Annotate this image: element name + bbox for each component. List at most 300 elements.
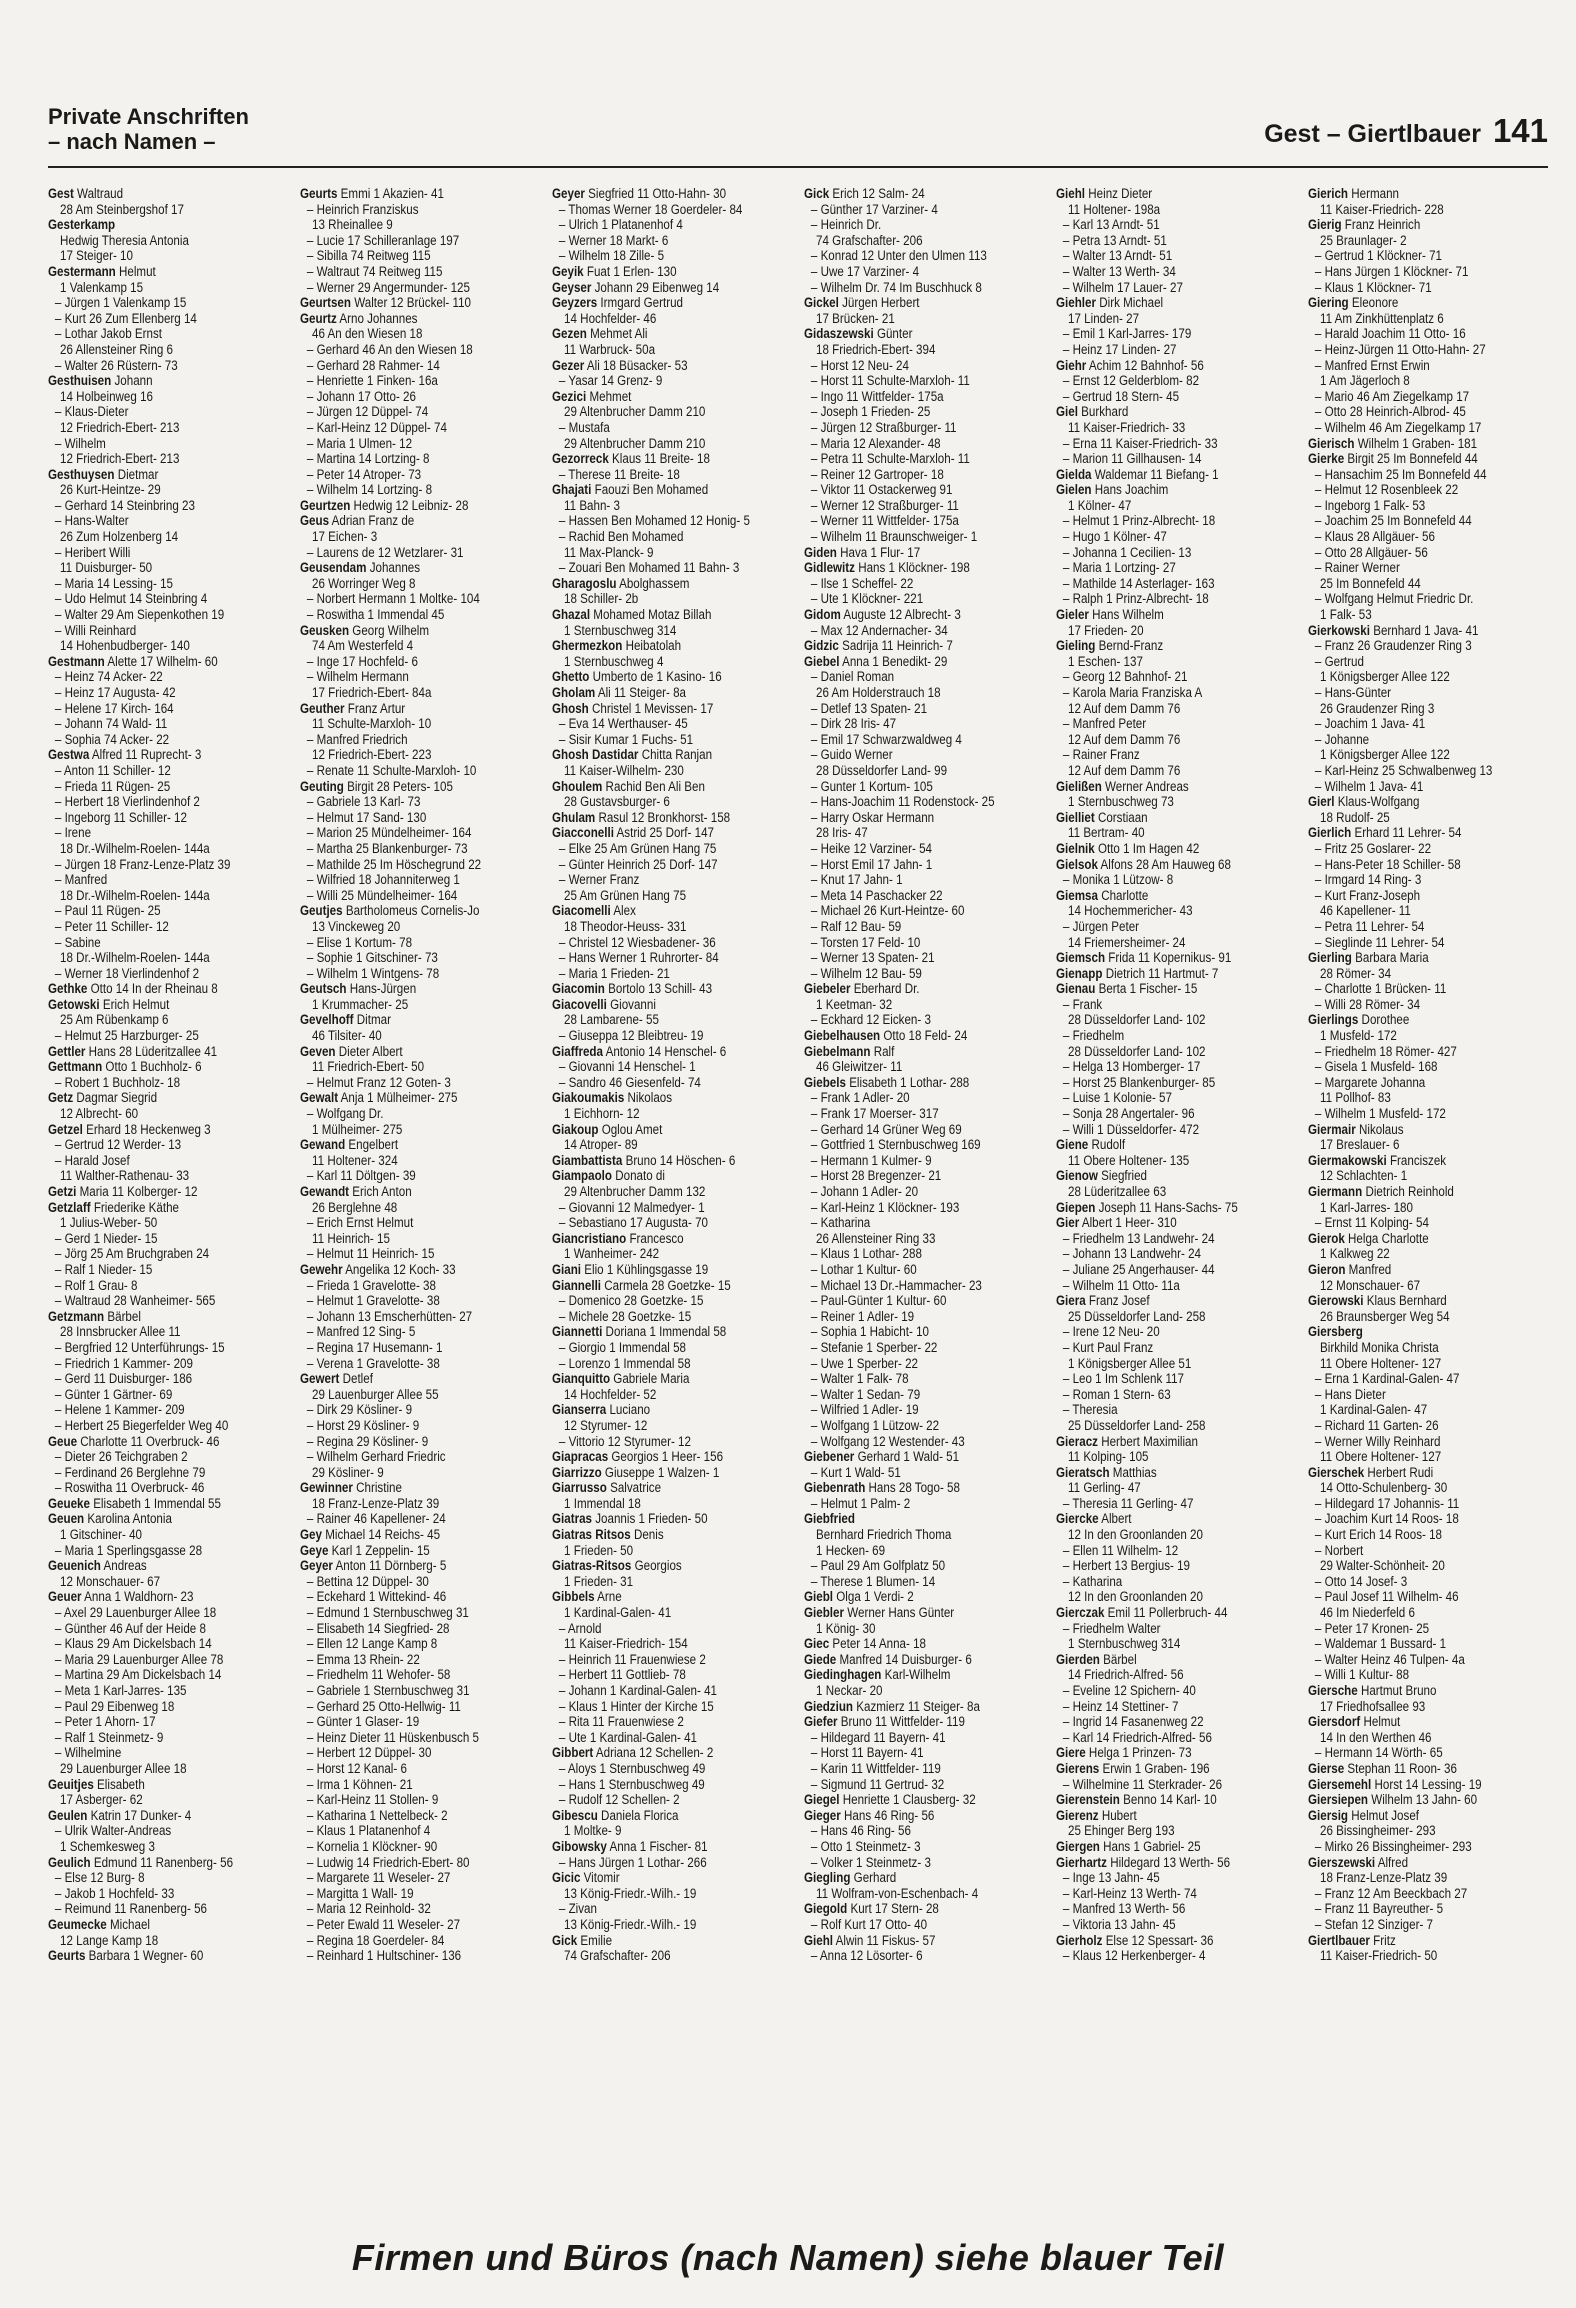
sub-entry: – Heinz Dieter 11 Hüskenbusch 5 (306, 1729, 479, 1745)
sub-entry: – Heinz 17 Augusta- 42 (54, 685, 176, 700)
sub-entry: – Rolf 1 Grau- 8 (54, 1277, 138, 1293)
entry-details: Umberto de 1 Kasino- 16 (592, 669, 722, 685)
sub-entry: – Klaus 1 Hinter der Kirche 15 (558, 1698, 714, 1714)
sub-entry: – Zivan (558, 1901, 597, 1917)
sub-entry: – Luise 1 Kolonie- 57 (1062, 1090, 1172, 1106)
entry-details: Werner Andreas (1105, 778, 1189, 794)
sub-entry: – Hans-Peter 18 Schiller- 58 (1314, 856, 1461, 872)
sub-entry: – Harald Joachim 11 Otto- 16 (1314, 326, 1466, 342)
sub-entry: – Martina 29 Am Dickelsbach 14 (54, 1667, 222, 1683)
entry-details: Achim 12 Bahnhof- 56 (1088, 357, 1204, 373)
sub-entry: – Kurt Franz-Joseph (1314, 887, 1421, 903)
address-line: 11 Am Zinkhüttenplatz 6 (1320, 310, 1444, 326)
entry-details: Karl 1 Zeppelin- 15 (331, 1542, 430, 1558)
surname: Gethke (48, 981, 88, 997)
entry-details: Hans 1 Gabriel- 25 (1103, 1838, 1201, 1854)
entry-details: Heibatolah (625, 638, 682, 654)
surname: Geyzers (552, 295, 598, 311)
entry-details: Emmi 1 Akazien- 41 (340, 186, 444, 201)
sub-entry: – Margitta 1 Wall- 19 (306, 1885, 414, 1901)
surname-entry (552, 1371, 757, 1387)
sub-entry: – Emil 1 Karl-Jarres- 179 (1062, 326, 1192, 342)
sub-entry: – Maria 29 Lauenburger Allee 78 (54, 1651, 224, 1667)
sub-entry: – Peter 17 Kronen- 25 (1314, 1620, 1430, 1636)
surname: Gewert (300, 1371, 340, 1387)
sub-entry: – Herbert 25 Biegerfelder Weg 40 (54, 1417, 229, 1433)
entry-details: Rudolf (1091, 1137, 1126, 1153)
sub-entry: – Sophia 1 Habicht- 10 (810, 1324, 929, 1340)
surname: Geyer (552, 186, 585, 201)
address-line: 12 Albrecht- 60 (60, 1106, 139, 1122)
entry-details: Olga 1 Verdi- 2 (836, 1589, 914, 1605)
sub-entry: – Waltraud 28 Wanheimer- 565 (54, 1293, 216, 1309)
sub-entry: – Frank (1062, 996, 1103, 1012)
sub-entry: – Giorgio 1 Immendal 58 (558, 1339, 687, 1355)
entry-details: Oglou Amet (601, 1121, 663, 1137)
surname: Gier (1056, 1215, 1080, 1231)
address-line: 28 Iris- 47 (816, 825, 868, 841)
entry-details: Erhard 11 Lehrer- 54 (1354, 825, 1462, 841)
sub-entry: – Elke 25 Am Grünen Hang 75 (558, 840, 717, 856)
surname: Gierkowski (1308, 622, 1370, 638)
sub-entry: – Gerhard 28 Rahmer- 14 (306, 357, 440, 373)
address-line: 18 Rudolf- 25 (1320, 809, 1390, 825)
sub-entry: – Maria 1 Ulmen- 12 (306, 435, 413, 451)
entry-details: Erhard 18 Heckenweg 3 (86, 1121, 211, 1137)
entry-details: Auguste 12 Albrecht- 3 (843, 607, 961, 623)
sub-entry: – Anton 11 Schiller- 12 (54, 762, 171, 778)
entry-details: Sadrija 11 Heinrich- 7 (842, 638, 953, 654)
entry-details: Bartholomeus Cornelis-Jo (345, 903, 480, 919)
sub-entry: – Hermann 1 Kulmer- 9 (810, 1152, 932, 1168)
sub-entry: – Horst 12 Neu- 24 (810, 357, 909, 373)
sub-entry: – Helene 1 Kammer- 209 (54, 1402, 185, 1418)
sub-entry: – Hans Dieter (1314, 1386, 1386, 1402)
sub-entry: – Walter 1 Falk- 78 (810, 1371, 909, 1387)
surname: Giermair (1308, 1121, 1356, 1137)
surname-entry (1308, 1153, 1513, 1169)
sub-entry: – Wilhelm 11 Otto- 11a (1062, 1277, 1180, 1293)
sub-entry: – Paul 29 Eibenweg 18 (54, 1698, 175, 1714)
sub-entry: – Hans 1 Sternbuschweg 49 (558, 1776, 705, 1792)
surname-entry (1056, 1839, 1261, 1855)
surname-entry (300, 1371, 505, 1387)
entry-details: Franz Artur (347, 700, 406, 716)
surname-entry (48, 1309, 253, 1325)
sub-entry: – Johann 13 Landwehr- 24 (1062, 1246, 1202, 1262)
entry-details: Hans 28 Lüderitzallee 41 (88, 1043, 218, 1059)
surname: Gesthuisen (48, 373, 112, 389)
surname: Ghoulem (552, 778, 603, 794)
sub-entry: – Walter 26 Rüstern- 73 (54, 357, 178, 373)
surname-entry (1308, 1808, 1513, 1824)
address-line: 28 Düsseldorfer Land- 102 (1068, 1043, 1206, 1059)
sub-entry: – Fritz 25 Goslarer- 22 (1314, 840, 1432, 856)
sub-entry: – Erna 1 Kardinal-Galen- 47 (1314, 1371, 1460, 1387)
surname: Gierenstein (1056, 1792, 1120, 1808)
entry-details: Bruno 11 Wittfelder- 119 (840, 1714, 965, 1730)
surname-entry (552, 981, 757, 997)
surname: Gieracz (1056, 1433, 1098, 1449)
surname: Giannelli (552, 1277, 602, 1293)
address-line: 11 Duisburger- 50 (60, 560, 153, 576)
sub-entry: – Ingo 11 Wittfelder- 175a (810, 388, 944, 404)
sub-entry: – Karl 13 Arndt- 51 (1062, 217, 1160, 233)
sub-entry: – Bergfried 12 Unterführungs- 15 (54, 1339, 225, 1355)
sub-entry: – Hermann 14 Wörth- 65 (1314, 1745, 1443, 1761)
sub-entry: – Dieter 26 Teichgraben 2 (54, 1449, 188, 1465)
surname-entry (48, 1855, 253, 1871)
sub-entry: – Gerhard 14 Steinbring 23 (54, 497, 195, 513)
surname-entry (804, 1605, 1009, 1621)
surname-entry (1308, 825, 1513, 841)
entry-details: Anna 1 Waldhorn- 23 (84, 1589, 194, 1605)
surname-entry (804, 295, 1009, 311)
sub-entry: – Mustafa (558, 419, 610, 435)
sub-entry: – Paul 11 Rügen- 25 (54, 903, 161, 919)
surname: Gierholz (1056, 1932, 1103, 1948)
entry-details: Fritz (1373, 1932, 1396, 1948)
sub-entry: – Gabriele 1 Sternbuschweg 31 (306, 1683, 470, 1698)
surname-entry (300, 701, 505, 717)
surname-entry (48, 1200, 253, 1216)
surname-entry (1308, 1012, 1513, 1028)
address-line: 1 Immendal 18 (564, 1495, 641, 1511)
surname-entry (552, 1558, 757, 1574)
surname-entry (804, 186, 1009, 202)
address-line: 1 Kalkweg 22 (1320, 1246, 1390, 1262)
sub-entry: – Renate 11 Schulte-Marxloh- 10 (306, 762, 477, 778)
sub-entry: – Juliane 25 Angerhauser- 44 (1062, 1261, 1215, 1277)
page-number: 141 (1492, 112, 1548, 149)
sub-entry: – Lothar 1 Kultur- 60 (810, 1261, 917, 1277)
sub-entry: – Regina 17 Husemann- 1 (306, 1339, 443, 1355)
sub-entry: – Aloys 1 Sternbuschweg 49 (558, 1760, 706, 1776)
surname-entry (552, 607, 757, 623)
sub-entry: – Johanna 1 Cecilien- 13 (1062, 544, 1192, 560)
sub-entry: – Walter 29 Am Siepenkothen 19 (54, 607, 225, 623)
surname-entry (1056, 1434, 1261, 1450)
surname: Giegel (804, 1792, 840, 1808)
sub-entry: – Ulrik Walter-Andreas (54, 1823, 172, 1839)
surname-entry (48, 997, 253, 1013)
page-header (48, 104, 1548, 166)
sub-entry: – Wilhelm 12 Bau- 59 (810, 965, 922, 981)
address-line: 14 In den Werthen 46 (1320, 1729, 1432, 1745)
sub-entry: – Maria 14 Lessing- 15 (54, 575, 173, 591)
sub-entry: – Guido Werner (810, 747, 893, 763)
surname-entry (804, 981, 1009, 997)
address-line: 25 Braunlager- 2 (1320, 232, 1407, 248)
surname: Giebler (804, 1605, 845, 1621)
surname-entry (1056, 950, 1261, 966)
sub-entry: – Wolfgang Dr. (306, 1106, 384, 1122)
footer-banner: Firmen und Büros (nach Namen) siehe blauer Teil (351, 2237, 1225, 2278)
entry-details: Hermann (1351, 186, 1400, 201)
sub-entry: – Irene (54, 825, 92, 841)
entry-details: Nikolaus (1358, 1121, 1404, 1137)
sub-entry: – Heinz 14 Stettiner- 7 (1062, 1698, 1179, 1714)
surname-entry (552, 358, 757, 374)
sub-entry: – Horst 25 Blankenburger- 85 (1062, 1074, 1216, 1090)
surname: Gianquitto (552, 1371, 611, 1387)
surname: Gettmann (48, 1059, 103, 1075)
address-line: 14 Holbeinweg 16 (60, 388, 154, 404)
sub-entry: – Dirk 29 Kösliner- 9 (306, 1402, 413, 1418)
sub-entry: – Gerhard 25 Otto-Hellwig- 11 (306, 1698, 461, 1714)
surname-entry (552, 1449, 757, 1465)
entry-details: Klaus-Wolfgang (1337, 794, 1420, 810)
sub-entry: – Werner 18 Vierlindenhof 2 (54, 965, 200, 981)
sub-entry: – Heike 12 Varziner- 54 (810, 840, 932, 856)
sub-entry: – Uwe 17 Varziner- 4 (810, 263, 920, 279)
surname-entry (48, 654, 253, 670)
entry-details: Angelika 12 Koch- 33 (345, 1261, 456, 1277)
surname-entry (48, 1434, 253, 1450)
surname-entry (552, 825, 757, 841)
surname: Geurts (48, 1948, 86, 1964)
surname: Giebfried (804, 1511, 855, 1527)
sub-entry: – Sandro 46 Giesenfeld- 74 (558, 1074, 701, 1090)
surname: Giere (1056, 1745, 1086, 1761)
sub-entry: – Maria 1 Sperlingsgasse 28 (54, 1542, 203, 1558)
entry-details: Gerhard 1 Wald- 51 (857, 1449, 960, 1465)
surname: Giehr (1056, 357, 1087, 373)
surname-entry (1308, 1855, 1513, 1871)
entry-details: Walter 12 Brückel- 110 (354, 295, 472, 311)
sub-entry: – Reimund 11 Ranenberg- 56 (54, 1901, 207, 1917)
sub-entry: – Martha 25 Blankenburger- 73 (306, 840, 468, 856)
entry-details: Wilhelm 1 Graben- 181 (1357, 435, 1478, 451)
entry-details: Horst 14 Lessing- 19 (1374, 1776, 1482, 1792)
sub-entry: – Ellen 11 Wilhelm- 12 (1062, 1542, 1179, 1558)
surname-entry (48, 747, 253, 763)
entry-details: Luciano (609, 1402, 651, 1418)
surname: Gevelhoff (300, 1012, 354, 1028)
surname-entry (552, 1122, 757, 1138)
entry-details: Helmut (118, 263, 156, 279)
entry-details: Bruno 14 Höschen- 6 (625, 1152, 736, 1168)
sub-entry: – Waltraut 74 Reitweg 115 (306, 263, 443, 279)
surname-entry (552, 669, 757, 685)
address-line: 28 Lambarene- 55 (564, 1012, 659, 1028)
surname-entry (552, 264, 757, 280)
sub-entry: – Norbert Hermann 1 Moltke- 104 (306, 591, 480, 607)
sub-entry: – Irene 12 Neu- 20 (1062, 1324, 1160, 1340)
address-line: 11 Schulte-Marxloh- 10 (312, 716, 432, 732)
surname-entry (1308, 1465, 1513, 1481)
surname-entry (804, 638, 1009, 654)
sub-entry: – Klaus 29 Am Dickelsbach 14 (54, 1636, 212, 1652)
surname: Giedziun (804, 1698, 854, 1714)
surname: Ghulam (552, 809, 596, 825)
surname-entry (804, 1075, 1009, 1091)
sub-entry: – Maria 1 Lortzing- 27 (1062, 560, 1176, 576)
surname-entry (1056, 810, 1261, 826)
sub-entry: – Wilhelm 14 Lortzing- 8 (306, 482, 433, 498)
sub-entry: – Johann 1 Adler- 20 (810, 1184, 919, 1199)
surname-entry (804, 1589, 1009, 1605)
sub-entry: – Eva 14 Werthauser- 45 (558, 716, 688, 732)
entry-details: Adriana 12 Schellen- 2 (595, 1745, 714, 1761)
entry-details: Karolina Antonia (87, 1511, 172, 1527)
sub-entry: – Herbert 18 Vierlindenhof 2 (54, 794, 200, 810)
address-line: 12 Monschauer- 67 (1320, 1277, 1421, 1293)
surname: Giepen (1056, 1199, 1096, 1215)
address-line: 14 Hochfelder- 52 (564, 1386, 657, 1402)
entry-details: Birgit 25 Im Bonnefeld 44 (1347, 451, 1478, 467)
entry-details: Giuseppe 1 Walzen- 1 (604, 1464, 720, 1480)
sub-entry: – Wilhelmine (54, 1745, 122, 1761)
address-line: 1 Julius-Weber- 50 (60, 1215, 158, 1231)
surname: Gesthuysen (48, 466, 115, 482)
surname: Gick (804, 186, 830, 201)
sub-entry: – Sophie 1 Gitschiner- 73 (306, 950, 438, 966)
sub-entry: – Kurt 26 Zum Ellenberg 14 (54, 310, 197, 326)
surname-entry (552, 1153, 757, 1169)
address-line: 26 Allensteiner Ring 6 (60, 341, 173, 357)
surname: Giebel (804, 653, 840, 669)
surname-entry (804, 1699, 1009, 1715)
address-line: 18 Dr.-Wilhelm-Roelen- 144a (60, 887, 210, 903)
surname: Geusendam (300, 560, 367, 576)
surname: Geven (300, 1043, 336, 1059)
address-line: 29 Lauenburger Allee 55 (312, 1386, 439, 1402)
entry-details: Kazmierz 11 Steiger- 8a (856, 1698, 980, 1714)
entry-details: Peter 14 Anna- 18 (832, 1636, 927, 1652)
sub-entry: – Klaus 28 Allgäuer- 56 (1314, 529, 1435, 545)
surname-entry (48, 1589, 253, 1605)
entry-details: Hubert (1101, 1807, 1137, 1823)
surname: Gielißen (1056, 778, 1102, 794)
surname-entry (1308, 1262, 1513, 1278)
surname-entry (552, 701, 757, 717)
address-line: 17 Frieden- 20 (1068, 622, 1144, 638)
sub-entry: – Petra 13 Arndt- 51 (1062, 232, 1167, 248)
directory-column-6 (1308, 186, 1546, 2166)
sub-entry: – Wilhelm 11 Braunschweiger- 1 (810, 529, 978, 545)
address-line: 1 Keetman- 32 (816, 996, 893, 1012)
sub-entry: – Frank 1 Adler- 20 (810, 1090, 910, 1106)
sub-entry: – Domenico 28 Goetzke- 15 (558, 1293, 704, 1309)
surname: Geuen (48, 1511, 85, 1527)
address-line: 28 Düsseldorfer Land- 102 (1068, 1012, 1206, 1028)
address-line: 14 Hochfelder- 46 (564, 310, 657, 326)
entry-details: Salvatrice (610, 1480, 662, 1496)
sub-entry: – Karl-Heinz 13 Werth- 74 (1062, 1885, 1197, 1901)
surname: Ghosh (552, 700, 589, 716)
sub-entry: – Willi 1 Kultur- 88 (1314, 1667, 1410, 1683)
sub-entry: – Wilhelm 1 Wintgens- 78 (306, 965, 440, 981)
sub-entry: – Horst 11 Schulte-Marxloh- 11 (810, 373, 970, 389)
sub-entry: – Horst 29 Kösliner- 9 (306, 1417, 420, 1433)
address-line: 17 Linden- 27 (1068, 310, 1140, 326)
address-line: 1 Falk- 53 (1320, 607, 1372, 623)
entry-details: Dietrich Reinhold (1365, 1184, 1454, 1199)
address-line: 28 Am Steinbergshof 17 (60, 201, 184, 217)
entry-details: Dietrich 11 Hartmut- 7 (1105, 965, 1219, 981)
address-line: 1 Eichhorn- 12 (564, 1106, 640, 1122)
entry-details: Gerhard (853, 1870, 897, 1886)
surname: Giergen (1056, 1838, 1100, 1854)
address-line: 1 Moltke- 9 (564, 1823, 622, 1839)
surname-entry (552, 1589, 757, 1605)
sub-entry: – Paul Josef 11 Wilhelm- 46 (1314, 1589, 1459, 1605)
sub-entry: – Hansachim 25 Im Bonnefeld 44 (1314, 466, 1487, 482)
sub-entry: – Gertrud 1 Klöckner- 71 (1314, 248, 1443, 264)
directory-column-2 (300, 186, 538, 2166)
surname: Gielen (1056, 482, 1092, 498)
surname-entry (1056, 482, 1261, 498)
entry-details: Otto 1 Buchholz- 6 (105, 1059, 202, 1075)
sub-entry: – Ilse 1 Scheffel- 22 (810, 575, 914, 591)
sub-entry: – Rainer 46 Kapellener- 24 (306, 1511, 446, 1527)
surname: Geuer (48, 1589, 82, 1605)
surname: Geyik (552, 263, 584, 279)
sub-entry: – Georg 12 Bahnhof- 21 (1062, 669, 1188, 685)
surname-entry (300, 1527, 505, 1543)
surname: Geurtzen (300, 497, 351, 513)
entry-details: Corstiaan (1097, 809, 1148, 825)
surname: Gezen (552, 326, 587, 342)
surname: Giacovelli (552, 996, 607, 1012)
surname-entry (300, 311, 505, 327)
sub-entry: – Theresia (1062, 1402, 1118, 1418)
entry-details: Alette 17 Wilhelm- 60 (107, 653, 218, 669)
address-line: 29 Altenbrucher Damm 210 (564, 404, 706, 420)
address-line: 26 Braunsberger Weg 54 (1320, 1308, 1450, 1324)
sub-entry: – Irmgard 14 Ring- 3 (1314, 872, 1422, 888)
surname-entry (300, 1480, 505, 1496)
sub-entry: – Otto 28 Heinrich-Albrod- 45 (1314, 404, 1466, 420)
sub-entry: – Sieglinde 11 Lehrer- 54 (1314, 934, 1445, 950)
sub-entry: – Günter Heinrich 25 Dorf- 147 (558, 856, 718, 872)
surname-entry (48, 217, 253, 233)
surname: Giebels (804, 1074, 846, 1090)
entry-details: Elisabeth 1 Immendal 55 (93, 1495, 221, 1511)
sub-entry: – Manfred (54, 872, 108, 888)
entry-details: Alex (613, 903, 636, 919)
surname: Gielliet (1056, 809, 1095, 825)
surname: Gibowsky (552, 1838, 607, 1854)
sub-entry: – Wilhelm Dr. 74 Im Buschhuck 8 (810, 279, 982, 295)
sub-entry: – Detlef 13 Spaten- 21 (810, 700, 928, 716)
sub-entry: – Vittorio 12 Styrumer- 12 (558, 1433, 691, 1449)
sub-entry: – Wilhelm 46 Am Ziegelkamp 17 (1314, 419, 1482, 435)
surname: Giersiepen (1308, 1792, 1369, 1808)
entry-details: Fuat 1 Erlen- 130 (586, 263, 677, 279)
address-line: 14 Hochemmericher- 43 (1068, 903, 1193, 919)
sub-entry: – Johann 74 Wald- 11 (54, 716, 168, 732)
surname-entry (300, 295, 505, 311)
address-line: 1 Krummacher- 25 (312, 996, 409, 1012)
address-line: Bernhard Friedrich Thoma (816, 1527, 952, 1543)
entry-details: Herbert Maximilian (1101, 1433, 1198, 1449)
sub-entry: – Meta 1 Karl-Jarres- 135 (54, 1683, 187, 1698)
surname: Gest (48, 186, 74, 201)
entry-details: Elio 1 Kühlingsgasse 19 (584, 1261, 709, 1277)
surname: Gieron (1308, 1261, 1346, 1277)
surname: Geus (300, 513, 330, 529)
surname: Giehler (1056, 295, 1097, 311)
section-title-line2: – nach Namen – (48, 129, 216, 154)
address-line: 1 Sternbuschweg 4 (564, 653, 664, 669)
sub-entry: – Roman 1 Stern- 63 (1062, 1386, 1171, 1402)
address-line: 28 Gustavsburger- 6 (564, 794, 670, 810)
surname-entry (552, 1278, 757, 1294)
sub-entry: – Gertrud 18 Stern- 45 (1062, 388, 1180, 404)
sub-entry: – Regina 18 Goerdeler- 84 (306, 1932, 445, 1948)
